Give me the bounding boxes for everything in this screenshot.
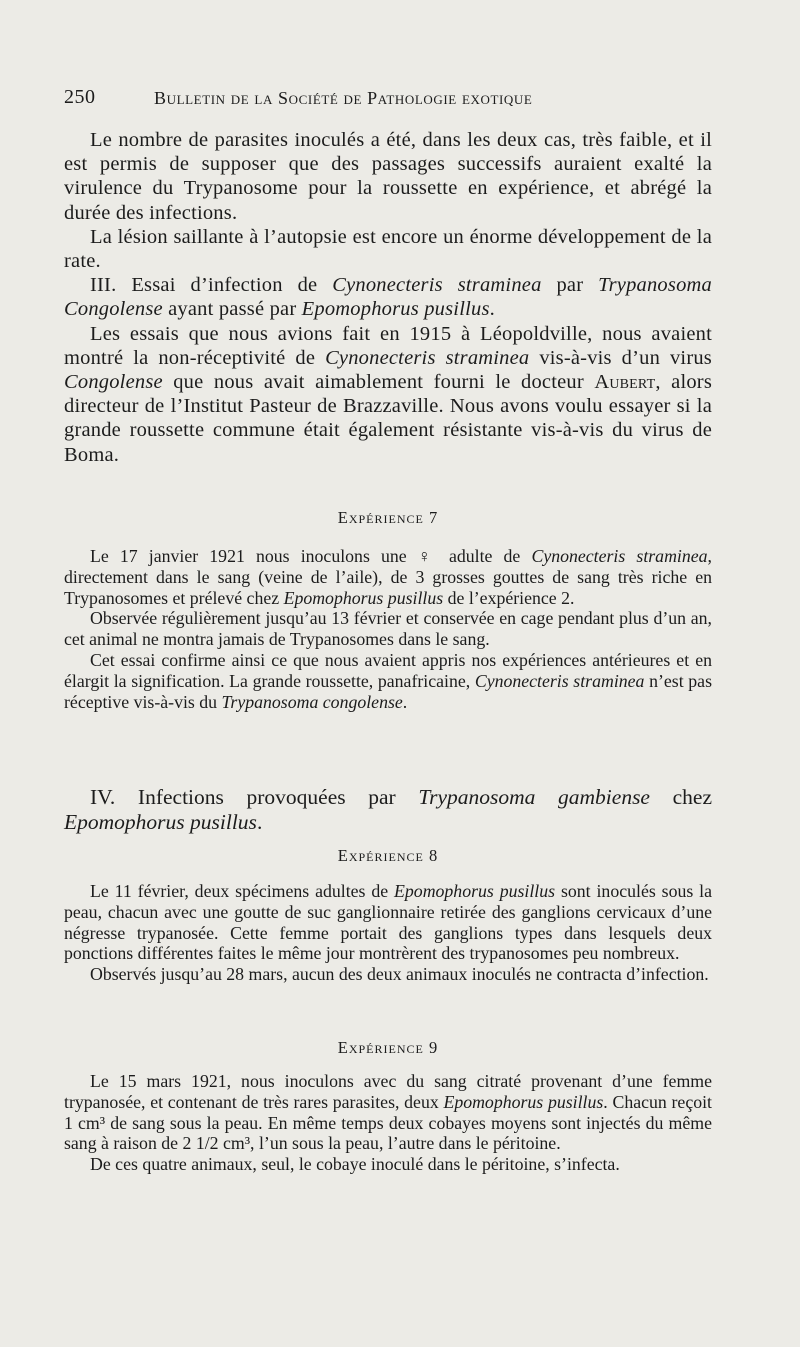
text: de l’expérience 2. — [443, 587, 575, 608]
text: Cet essai confirme ainsi ce que nous avaient appris nos expériences antérieures et en élargit la signification. La grande roussette, panafricaine, — [64, 649, 712, 691]
text: par — [541, 274, 599, 297]
text: . — [402, 691, 408, 712]
text: Le 15 mars 1921, nous inoculons avec du sang citraté provenant d’une femme trypanosée, et contenant de très rares parasites, deux — [64, 1071, 712, 1112]
experiment-8-text — [64, 881, 712, 985]
species-name: Cynonecteris straminea — [325, 346, 530, 369]
species-name: Trypanosoma congolense — [221, 691, 403, 712]
species-name: Trypanosoma Congolense — [64, 274, 712, 321]
paragraph-exp7-3 — [64, 650, 712, 712]
species-name: Epomophorus pusillus — [394, 881, 556, 901]
species-name: Cynonecteris straminea — [474, 670, 645, 691]
text: IV. Infections provoquées par — [90, 785, 419, 809]
species-name: Epomophorus pusillus — [64, 810, 257, 834]
text: chez — [649, 785, 712, 809]
paragraph-exp8-1 — [64, 881, 712, 964]
text: sont inoculés sous la peau, chacun avec une goutte de suc ganglionnaire retirée des ganglions cervicaux d’une négresse trypanosée. Cette femme portait des ganglions types dans lesquels deux ponctions différentes faites le même jour montrèrent des trypanosomes peu nombreux. — [64, 881, 712, 964]
experiment-8-title: Expérience 8 — [337, 846, 439, 865]
species-name: Epomophorus pusillus — [301, 298, 490, 321]
experiment-9-title: Expérience 9 — [337, 1038, 439, 1057]
species-name: Cynonecteris straminea — [531, 546, 708, 566]
section-heading-4 — [64, 785, 712, 835]
text: ayant passé par — [162, 298, 302, 321]
text: , directement dans le sang (veine de l’aile), de 3 grosses gouttes de sang très riche en Trypanosomes et prélevé chez — [64, 546, 712, 608]
paragraph-exp7-1 — [64, 546, 712, 608]
experiment-9-text — [64, 1071, 712, 1175]
running-header — [64, 86, 714, 112]
experiment-7-text — [64, 546, 712, 712]
species-name: Cynonecteris straminea — [332, 274, 542, 297]
paragraph-essais — [64, 322, 712, 467]
intro-text — [64, 128, 712, 467]
text: Le 11 février, deux spécimens adultes de — [90, 881, 395, 901]
text: Observée régulièrement jusqu’au 13 février et conservée en cage pendant plus d’un an, cet animal ne montra jamais de Trypanosomes dans le sang. — [64, 608, 712, 650]
text: . Chacun reçoit 1 cm³ de sang sous la peau. En même temps deux cobayes moyens sont injectés du même sang à raison de 2 1/2 cm³, l’un sous la peau, l’autre dans le péritoine. — [64, 1091, 712, 1154]
text: La lésion saillante à l’autopsie est encore un énorme développement de la rate. — [64, 225, 712, 273]
page-number: 250 — [64, 86, 96, 108]
paragraph-exp9-1 — [64, 1071, 712, 1154]
text: Le nombre de parasites inoculés a été, dans les deux cas, très faible, et il est permis de supposer que des passages successifs auraient exalté la virulence du Trypanosome pour la roussette en expérience, et abrégé la durée des infections. — [64, 129, 712, 224]
paragraph-exp7-2 — [64, 608, 712, 650]
text: , alors directeur de l’Institut Pasteur de Brazzaville. Nous avons voulu essayer si la grande roussette commune était également résistante vis-à-vis du virus de Boma. — [64, 371, 713, 466]
paragraph-lesion — [64, 225, 712, 273]
text: . — [256, 810, 263, 834]
paragraph-exp9-2 — [64, 1154, 712, 1175]
text: Observés jusqu’au 28 mars, aucun des deux animaux inoculés ne contracta d’infection. — [90, 964, 709, 985]
species-name: Trypanosoma gambiense — [418, 785, 650, 809]
text: De ces quatre animaux, seul, le cobaye inoculé dans le péritoine, s’infecta. — [90, 1154, 620, 1175]
text: . — [489, 298, 495, 321]
running-title: Bulletin de la Société de Pathologie exotique — [154, 88, 533, 108]
species-name: Epomophorus pusillus — [283, 587, 444, 608]
paragraph-exp8-2 — [64, 964, 712, 985]
text: que nous avait aimablement fourni le docteur — [162, 371, 595, 394]
experiment-7-title: Expérience 7 — [337, 508, 439, 527]
text: III. Essai d’infection de — [90, 274, 333, 297]
text: vis-à-vis d’un virus — [529, 346, 712, 369]
paragraph-parasites — [64, 128, 712, 225]
species-name: Epomophorus pusillus — [443, 1091, 604, 1112]
text: n’est pas réceptive vis-à-vis du — [64, 670, 712, 712]
species-name: Congolense — [64, 371, 163, 394]
text: Les essais que nous avions fait en 1915 à Léopoldville, nous avaient montré la non-réceptivité de — [64, 322, 712, 369]
author-name: Aubert — [594, 371, 656, 394]
section-heading-3 — [64, 273, 712, 321]
text: Le 17 janvier 1921 nous inoculons une ♀ adulte de — [90, 546, 532, 566]
